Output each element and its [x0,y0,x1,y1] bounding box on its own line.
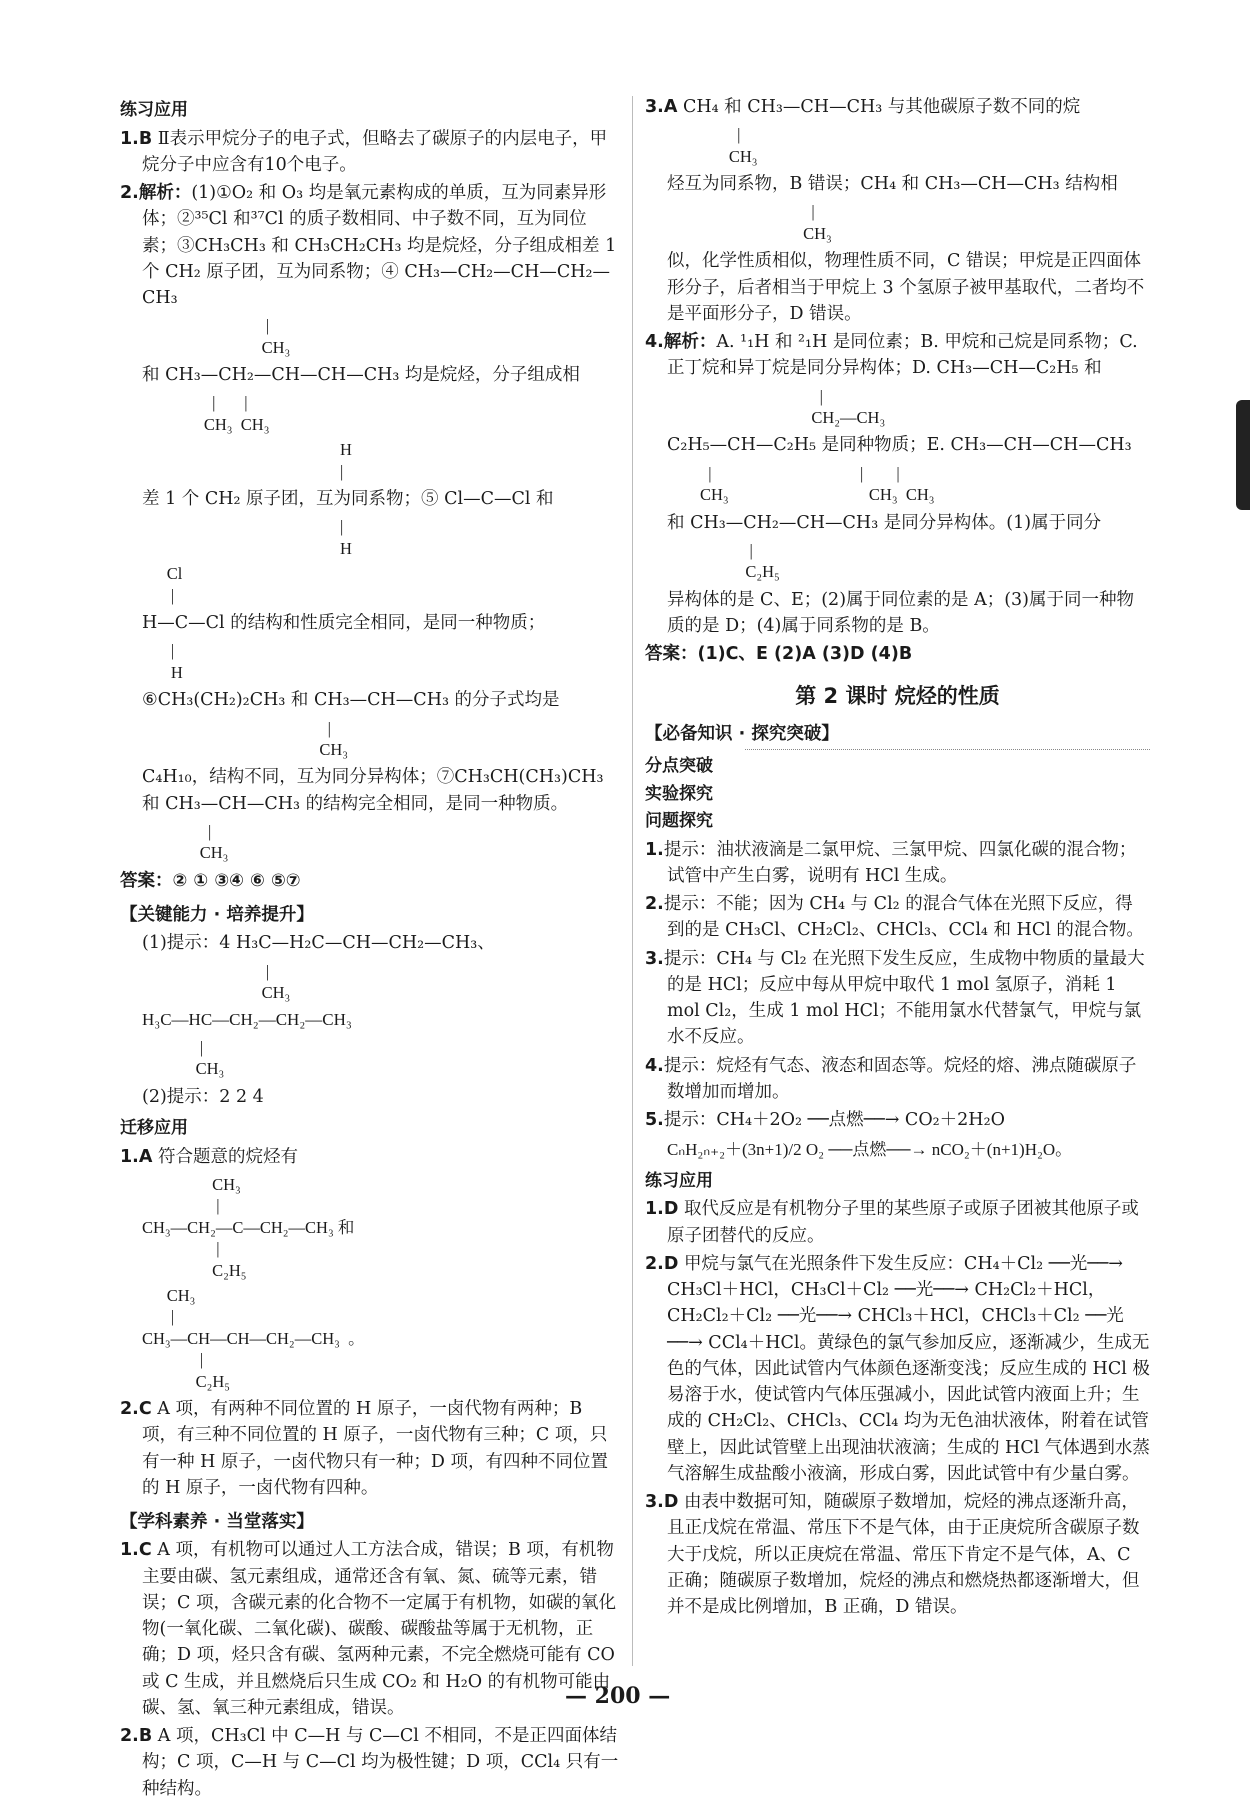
section-heading-key-ability: 【关键能力 · 培养提升】 [120,905,314,925]
structure-formula: | H [340,517,352,558]
answer-item: 2.C A 项，有两种不同位置的 H 原子，一卤代物有两种；B 项，有三种不同位置的 H 原子，一卤代物有三种；C 项，只有一种 H 原子，一卤代物只有一种；D 项，有四种不同位置的 H 原子，一卤代物有四种。 [120,1399,608,1498]
answer-item: 1.A 符合题意的烷烃有 [120,1146,298,1167]
answer-line: 答案：② ① ③④ ⑥ ⑤⑦ [120,870,301,891]
paragraph: C₄H₁₀，结构不同，互为同分异构体；⑦CH₃CH(CH₃)CH₃ 和 CH₃—CH—CH₃ 的结构完全相同，是同一种物质。 [142,767,604,814]
sub-heading: 分点突破 [645,756,713,777]
right-column [645,92,1150,1622]
answer-item: 2.D 甲烷与氯气在光照条件下发生反应：CH₄＋Cl₂ ──光──→ CH₃Cl＋HCl，CH₃Cl＋Cl₂ ──光──→ CH₂Cl₂＋HCl，CH₂Cl₂＋Cl₂ ──光──→ CHCl₃＋HCl，CHCl₃＋Cl₂ ──光──→ CCl₄＋HCl。黄绿色的氯气参加反应，逐渐减少，生成无色的气体，因此试管内气体颜色逐渐变浅；反应生成的 HCl 极易溶于水，使试管内气体压强减小，因此试管内液面上升；生成的 CH₂Cl₂、CHCl₃、CCl₄ 均为无色油状液体，附着在试管壁上，因此试管壁上出现油状液滴；生成的 HCl 气体遇到水蒸气溶解生成盐酸小液滴，形成白雾，因此试管中有少量白雾。 [645,1253,1150,1484]
structure-formula: | H [170,641,183,682]
formula-line: CₙH₂ₙ₊₂＋(3n+1)/2 O₂ ──点燃──→ nCO₂＋(n+1)H₂O。 [667,1140,1073,1160]
structure-formula: | CH₃ [261,316,291,357]
structure-formula: | CH₃ [195,1037,225,1079]
question-hint: 1.提示：油状液滴是二氯甲烷、三氯甲烷、四氯化碳的混合物；试管中产生白雾，说明有 HCl 生成。 [645,839,1137,886]
section-heading-practice-2: 练习应用 [645,1170,713,1191]
structure-formula: | CH₃ [199,821,229,863]
paragraph: 似，化学性质相似，物理性质不同，C 错误；甲烷是正四面体形分子，后者相当于甲烷上 3 个氢原子被甲基取代，二者均不是平面形分子，D 错误。 [667,251,1145,324]
structure-formula: | | | CH₃ CH₃ CH₃ [700,463,935,505]
section-heading-essential: 【必备知识 · 探究突破】 [645,723,839,744]
structure-formula: | | CH₃ CH₃ [203,393,270,434]
structure-formula: CH₃ | CH₃—CH—CH—CH₂—CH₃ 。 | C₂H₅ [142,1285,365,1391]
structure-formula: | CH₂—CH₃ [811,386,886,427]
paragraph: ⑥CH₃(CH₂)₂CH₃ 和 CH₃—CH—CH₃ 的分子式均是 [142,690,560,711]
hint-line: (2)提示：2 2 4 [142,1086,264,1107]
structure-formula: | CH₃ [728,125,758,166]
answer-item: 3.A CH₄ 和 CH₃—CH—CH₃ 与其他碳原子数不同的烷 [645,97,1081,117]
question-hint: 2.提示：不能；因为 CH₄ 与 Cl₂ 的混合气体在光照下反应，得到的是 CH₃Cl、CH₂Cl₂、CHCl₃、CCl₄ 和 HCl 的混合物。 [645,894,1144,941]
sub-heading: 实验探究 [645,783,713,804]
answer-item: 2.解析：(1)①O₂ 和 O₃ 均是氧元素构成的单质，互为同素异形体；②³⁵Cl 和³⁷Cl 的质子数相同、中子数不同，互为同位素；③CH₃CH₃ 和 CH₃CH₂CH₃ 均是烷烃，分子组成相差 1 个 CH₂ 原子团，互为同系物；④ CH₃—CH₂—CH—CH₂—CH₃ [120,183,617,308]
paragraph: 和 CH₃—CH₂—CH—CH₃ 是同分异构体。(1)属于同分 [667,512,1102,533]
answer-item: 3.D 由表中数据可知，随碳原子数增加，烷烃的沸点逐渐升高，且正戊烷在常温、常压下不是气体，由于正庚烷所含碳原子数大于戊烷，所以正庚烷在常温、常压下肯定不是气体，A、C 正确；随碳原子数增加，烷烃的沸点和燃烧热都逐渐增大，但并不是成比例增加，B 正确，D 错误。 [645,1492,1140,1618]
page-number: — 200 — [565,1683,671,1709]
answer-item: 2.B A 项，CH₃Cl 中 C—H 与 C—Cl 不相同，不是正四面体结构；C 项，C—H 与 C—Cl 均为极性键；D 项，CCl₄ 只有一种结构。 [120,1726,619,1799]
answer-item: 4.解析：A. ¹₁H 和 ²₁H 是同位素；B. 甲烷和己烷是同系物；C. 正丁烷和异丁烷是同分异构体；D. CH₃—CH—C₂H₅ 和 [645,332,1138,379]
column-divider [632,96,633,1666]
structure-formula: | CH₃ [803,202,832,243]
lesson-title: 第 2 课时 烷烃的性质 [795,684,1000,709]
structure-formula: | CH₃ [261,961,291,1002]
question-hint: 5.提示：CH₄＋2O₂ ──点燃──→ CO₂＋2H₂O [645,1110,1005,1131]
paragraph: 异构体的是 C、E；(2)属于同位素的是 A；(3)属于同一种物质的是 D；(4)属于同系物的是 B。 [667,589,1135,636]
page-edge-tab [1236,400,1250,510]
answer-item: 1.C A 项，有机物可以通过人工方法合成，错误；B 项，有机物主要由碳、氢元素组成，通常还含有氧、氮、硫等元素，错误；C 项，含碳元素的化合物不一定属于有机物，如碳的氧化物(一氧化碳、二氧化碳)、碳酸、碳酸盐等属于无机物，正确；D 项，烃只含有碳、氢两种元素，不完全燃烧可能有 CO 或 C 生成，并且燃烧后只生成 CO₂ 和 H₂O 的有机物可能由碳、氢、氧三种元素组成，错误。 [120,1540,616,1718]
formula-line: H₃C—HC—CH₂—CH₂—CH₃ [142,1010,352,1030]
structure-formula: H | [340,440,352,481]
paragraph: H—C—Cl 的结构和性质完全相同，是同一种物质； [142,613,546,634]
paragraph: 差 1 个 CH₂ 原子团，互为同系物；⑤ Cl—C—Cl 和 [142,489,554,510]
paragraph: 和 CH₃—CH₂—CH—CH—CH₃ 均是烷烃，分子组成相 [142,365,580,386]
paragraph: C₂H₅—CH—C₂H₅ 是同种物质；E. CH₃—CH—CH—CH₃ [667,435,1132,456]
left-column [120,92,620,1804]
question-hint: 4.提示：烷烃有气态、液态和固态等。烷烃的熔、沸点随碳原子数增加而增加。 [645,1055,1137,1102]
answer-item: 1.B Ⅱ表示甲烷分子的电子式，但略去了碳原子的内层电子，甲烷分子中应含有10个电子。 [120,128,608,175]
hint-line: (1)提示：4 H₃C—H₂C—CH—CH₂—CH₃、 [142,933,495,954]
section-heading-practice: 练习应用 [120,100,188,120]
section-heading-transfer: 迁移应用 [120,1118,188,1138]
answer-line: 答案：(1)C、E (2)A (3)D (4)B [645,644,913,665]
structure-formula: | CH₃ [319,718,349,759]
section-heading-literacy: 【学科素养 · 当堂落实】 [120,1512,314,1533]
question-hint: 3.提示：CH₄ 与 Cl₂ 在光照下发生反应，生成物中物质的量最大的是 HCl；反应中每从甲烷中取代 1 mol 氢原子，消耗 1 mol Cl₂，生成 1 mol HCl；不能用氯水代替氯气，甲烷与氯水不反应。 [645,948,1145,1048]
structure-formula: | C₂H₅ [745,540,780,582]
dotted-divider [745,749,1150,750]
paragraph: 烃互为同系物，B 错误；CH₄ 和 CH₃—CH—CH₃ 结构相 [667,174,1118,195]
structure-formula: CH₃ | CH₃—CH₂—C—CH₂—CH₃ 和 | C₂H₅ [142,1174,355,1280]
structure-formula: Cl | [166,564,183,605]
answer-item: 1.D 取代反应是有机物分子里的某些原子或原子团被其他原子或原子团替代的反应。 [645,1199,1139,1246]
sub-heading: 问题探究 [645,811,713,832]
